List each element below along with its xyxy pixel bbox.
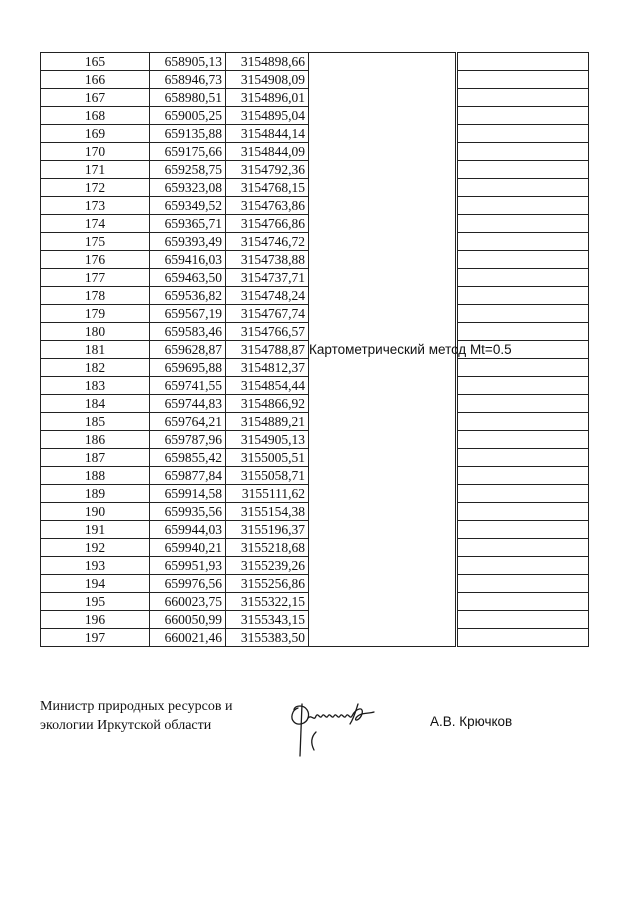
- point-number: 172: [41, 179, 150, 197]
- coordinate-y: 3155218,68: [226, 539, 309, 557]
- empty-cell: [458, 575, 589, 593]
- coordinate-x: 659416,03: [150, 251, 226, 269]
- coordinates-table: [40, 52, 589, 647]
- coordinate-y: 3154898,66: [226, 53, 309, 71]
- coordinate-x: 659583,46: [150, 323, 226, 341]
- coordinate-x: 659914,58: [150, 485, 226, 503]
- coordinate-x: 659744,83: [150, 395, 226, 413]
- coordinate-y: 3154812,37: [226, 359, 309, 377]
- point-number: 185: [41, 413, 150, 431]
- point-number: 196: [41, 611, 150, 629]
- point-number: 189: [41, 485, 150, 503]
- coordinate-x: 658905,13: [150, 53, 226, 71]
- coordinate-x: 659695,88: [150, 359, 226, 377]
- point-number: 183: [41, 377, 150, 395]
- coordinate-y: 3154737,71: [226, 269, 309, 287]
- empty-cell: [458, 179, 589, 197]
- point-number: 171: [41, 161, 150, 179]
- coordinate-x: 659787,96: [150, 431, 226, 449]
- empty-cell: [458, 107, 589, 125]
- table-row: [41, 53, 589, 71]
- official-title: [40, 697, 280, 735]
- coordinate-y: 3154908,09: [226, 71, 309, 89]
- coordinate-y: 3155058,71: [226, 467, 309, 485]
- empty-cell: [458, 539, 589, 557]
- coordinate-y: 3154738,88: [226, 251, 309, 269]
- empty-cell: [458, 611, 589, 629]
- point-number: 179: [41, 305, 150, 323]
- coordinate-x: 659005,25: [150, 107, 226, 125]
- point-number: 181: [41, 341, 150, 359]
- coordinate-y: 3154768,15: [226, 179, 309, 197]
- coordinate-x: 659393,49: [150, 233, 226, 251]
- empty-cell: [458, 557, 589, 575]
- official-title-line-2: экологии Иркутской области: [40, 718, 212, 733]
- empty-cell: [458, 521, 589, 539]
- coordinate-y: 3155343,15: [226, 611, 309, 629]
- point-number: 192: [41, 539, 150, 557]
- coordinate-y: 3154854,44: [226, 377, 309, 395]
- empty-cell: [458, 161, 589, 179]
- coordinate-y: 3154844,14: [226, 125, 309, 143]
- empty-cell: [458, 467, 589, 485]
- official-title-line-1: Министр природных ресурсов и: [40, 699, 233, 714]
- coordinate-x: 659628,87: [150, 341, 226, 359]
- empty-cell: [458, 233, 589, 251]
- empty-cell: [458, 449, 589, 467]
- point-number: 168: [41, 107, 150, 125]
- empty-cell: [458, 287, 589, 305]
- empty-cell: [458, 215, 589, 233]
- empty-cell: [458, 143, 589, 161]
- empty-cell: [458, 503, 589, 521]
- point-number: 173: [41, 197, 150, 215]
- empty-cell: [458, 413, 589, 431]
- coordinate-y: 3154748,24: [226, 287, 309, 305]
- empty-cell: [458, 629, 589, 647]
- point-number: 188: [41, 467, 150, 485]
- coordinate-x: 659976,56: [150, 575, 226, 593]
- point-number: 184: [41, 395, 150, 413]
- coordinate-y: 3155005,51: [226, 449, 309, 467]
- point-number: 197: [41, 629, 150, 647]
- point-number: 182: [41, 359, 150, 377]
- empty-cell: [458, 269, 589, 287]
- point-number: 178: [41, 287, 150, 305]
- coordinate-x: 659536,82: [150, 287, 226, 305]
- coordinate-x: 659935,56: [150, 503, 226, 521]
- empty-cell: [458, 359, 589, 377]
- point-number: 193: [41, 557, 150, 575]
- empty-cell: [458, 395, 589, 413]
- coordinate-x: 659175,66: [150, 143, 226, 161]
- coordinate-y: 3154896,01: [226, 89, 309, 107]
- coordinate-y: 3155196,37: [226, 521, 309, 539]
- coordinate-x: 659951,93: [150, 557, 226, 575]
- coordinate-x: 659463,50: [150, 269, 226, 287]
- empty-cell: [458, 323, 589, 341]
- signer-name: А.В. Крючков: [430, 714, 513, 729]
- coordinate-x: 659741,55: [150, 377, 226, 395]
- coordinate-x: 659365,71: [150, 215, 226, 233]
- coordinate-y: 3155322,15: [226, 593, 309, 611]
- point-number: 187: [41, 449, 150, 467]
- coordinate-y: 3154889,21: [226, 413, 309, 431]
- coordinate-x: 659940,21: [150, 539, 226, 557]
- coordinate-x: 659258,75: [150, 161, 226, 179]
- coordinate-y: 3155154,38: [226, 503, 309, 521]
- coordinate-y: 3154788,87: [226, 341, 309, 359]
- point-number: 180: [41, 323, 150, 341]
- coordinate-y: 3155383,50: [226, 629, 309, 647]
- empty-cell: [458, 377, 589, 395]
- coordinate-x: 659764,21: [150, 413, 226, 431]
- coordinate-x: 659944,03: [150, 521, 226, 539]
- coordinate-y: 3154767,74: [226, 305, 309, 323]
- coordinate-y: 3154905,13: [226, 431, 309, 449]
- coordinate-x: 659323,08: [150, 179, 226, 197]
- point-number: 169: [41, 125, 150, 143]
- point-number: 190: [41, 503, 150, 521]
- point-number: 195: [41, 593, 150, 611]
- point-number: 194: [41, 575, 150, 593]
- coordinates-table-body: [41, 53, 589, 647]
- handwritten-signature: [284, 694, 394, 764]
- empty-cell: [458, 431, 589, 449]
- empty-cell: [458, 305, 589, 323]
- coordinate-x: 659877,84: [150, 467, 226, 485]
- empty-cell: [458, 125, 589, 143]
- coordinate-y: 3154766,86: [226, 215, 309, 233]
- coordinate-y: 3154866,92: [226, 395, 309, 413]
- coordinate-x: 659349,52: [150, 197, 226, 215]
- empty-cell: [458, 89, 589, 107]
- coordinate-y: 3154895,04: [226, 107, 309, 125]
- point-number: 186: [41, 431, 150, 449]
- point-number: 165: [41, 53, 150, 71]
- coordinate-x: 660050,99: [150, 611, 226, 629]
- coordinate-y: 3154844,09: [226, 143, 309, 161]
- coordinate-y: 3154763,86: [226, 197, 309, 215]
- coordinate-y: 3155239,26: [226, 557, 309, 575]
- coordinate-y: 3154792,36: [226, 161, 309, 179]
- coordinate-x: 658946,73: [150, 71, 226, 89]
- point-number: 177: [41, 269, 150, 287]
- empty-cell: [458, 251, 589, 269]
- coordinate-y: 3154766,57: [226, 323, 309, 341]
- point-number: 174: [41, 215, 150, 233]
- point-number: 170: [41, 143, 150, 161]
- coordinate-y: 3155111,62: [226, 485, 309, 503]
- empty-cell: [458, 593, 589, 611]
- point-number: 167: [41, 89, 150, 107]
- coordinate-x: 659567,19: [150, 305, 226, 323]
- coordinate-y: 3155256,86: [226, 575, 309, 593]
- method-note: Картометрический метод Mt=0.5: [309, 53, 456, 647]
- coordinate-x: 660023,75: [150, 593, 226, 611]
- empty-cell: [458, 197, 589, 215]
- empty-cell: [458, 53, 589, 71]
- coordinate-x: 659135,88: [150, 125, 226, 143]
- point-number: 191: [41, 521, 150, 539]
- point-number: 175: [41, 233, 150, 251]
- coordinate-x: 660021,46: [150, 629, 226, 647]
- coordinate-x: 658980,51: [150, 89, 226, 107]
- coordinate-x: 659855,42: [150, 449, 226, 467]
- empty-cell: [458, 485, 589, 503]
- point-number: 166: [41, 71, 150, 89]
- coordinate-y: 3154746,72: [226, 233, 309, 251]
- point-number: 176: [41, 251, 150, 269]
- empty-cell: [458, 71, 589, 89]
